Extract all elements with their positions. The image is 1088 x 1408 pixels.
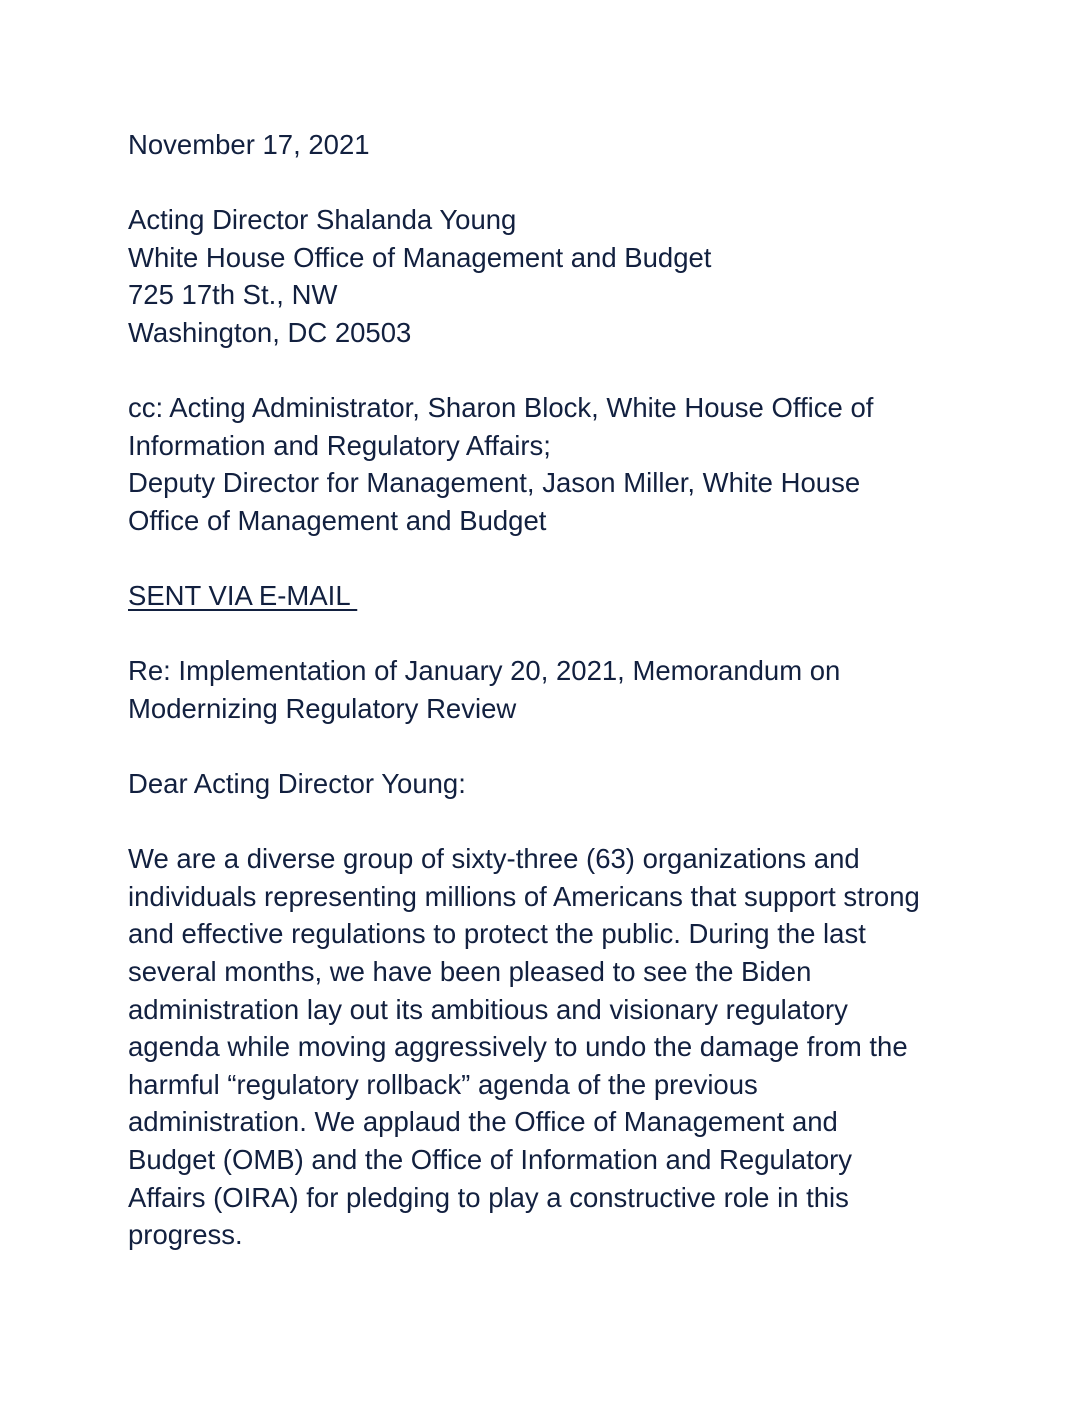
recipient-address	[128, 201, 968, 351]
body-line: agenda while moving aggressively to undo the damage from the	[128, 1031, 908, 1063]
spacer	[128, 615, 968, 653]
cc-line: Office of Management and Budget	[128, 504, 547, 536]
recipient-city: Washington, DC 20503	[128, 316, 412, 348]
recipient-street: 725 17th St., NW	[128, 279, 338, 311]
body-line: We are a diverse group of sixty-three (63) organizations and	[128, 843, 860, 875]
spacer	[128, 728, 968, 766]
body-line: administration lay out its ambitious and visionary regulatory	[128, 993, 848, 1025]
subject-line	[128, 652, 968, 727]
spacer	[128, 803, 968, 841]
letter-date: November 17, 2021	[128, 129, 370, 160]
letter-page	[128, 126, 968, 1254]
spacer	[128, 540, 968, 578]
recipient-office: White House Office of Management and Budget	[128, 241, 712, 273]
body-line: Budget (OMB) and the Office of Information and Regulatory	[128, 1144, 853, 1176]
salutation: Dear Acting Director Young:	[128, 768, 466, 800]
body-line: several months, we have been pleased to see the Biden	[128, 956, 812, 988]
body-line: Affairs (OIRA) for pledging to play a constructive role in this	[128, 1181, 849, 1213]
body-line: individuals representing millions of Americans that support strong	[128, 880, 920, 912]
cc-line: Deputy Director for Management, Jason Miller, White House	[128, 467, 861, 499]
spacer	[128, 352, 968, 390]
body-line: progress.	[128, 1219, 243, 1251]
body-line: and effective regulations to protect the public. During the last	[128, 918, 866, 950]
spacer	[128, 164, 968, 202]
subject-line-text: Re: Implementation of January 20, 2021, Memorandum on	[128, 655, 841, 687]
body-line: harmful “regulatory rollback” agenda of the previous	[128, 1068, 758, 1100]
cc-line: cc: Acting Administrator, Sharon Block, White House Office of	[128, 392, 874, 424]
body-paragraph	[128, 840, 968, 1254]
cc-line: Information and Regulatory Affairs;	[128, 429, 551, 461]
subject-line-text: Modernizing Regulatory Review	[128, 692, 517, 724]
recipient-name: Acting Director Shalanda Young	[128, 204, 517, 236]
delivery-note: SENT VIA E-MAIL	[128, 580, 358, 612]
cc-block	[128, 389, 968, 539]
body-line: administration. We applaud the Office of Management and	[128, 1106, 838, 1138]
